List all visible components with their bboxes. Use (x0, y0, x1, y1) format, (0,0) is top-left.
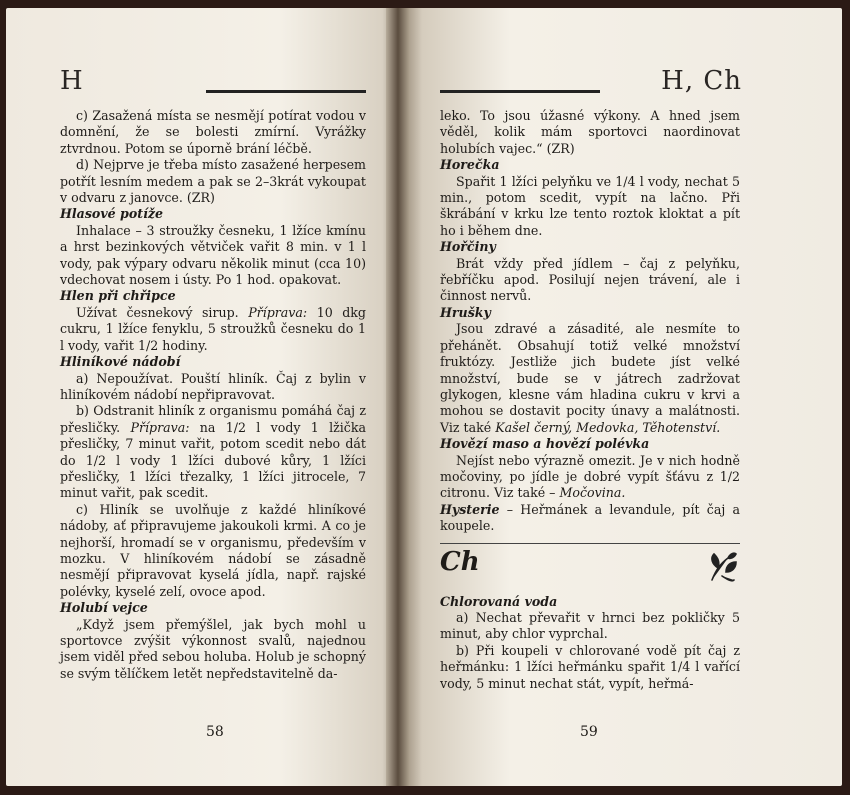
right-header-rule (440, 90, 600, 93)
right-page-header-letter: H, Ch (661, 66, 742, 96)
entry-paragraph: b) Odstranit hliník z organismu pomáhá čaj z přesličky. Příprava: na 1/2 l vody 1 lžička přesličky, 7 minut vařit, potom scedit nebo dát do 1/2 l vody 1 lžíci dubové kůry, 1 lžíci přesličky, 1 lžíci třezalky, 1 lžíci jitrocele, 7 minut vařit, pak scedit. (60, 403, 366, 501)
right-page (400, 8, 842, 786)
left-page (6, 8, 398, 786)
entry-paragraph: Užívat česnekový sirup. Příprava: 10 dkg cukru, 1 lžíce fenyklu, 5 stroužků česneku do 1 l vody, vařit 1/2 hodiny. (60, 304, 366, 353)
entry-heading: Hlen při chřipce (60, 288, 176, 304)
entry-heading: Hořčiny (440, 239, 496, 255)
entry-heading: Hovězí maso a hovězí polévka (440, 436, 650, 452)
entry-paragraph: c) Hliník se uvolňuje z každé hliníkové nádoby, ať připravujeme jakoukoli krmi. A co je nejhorší, hromadí se v organismu, především v mozku. V hliníkovém nádobí se zásadně nesmějí připravovat kyselá jídla, např. rajské polévky, kyselé zelí, ovoce apod. (60, 501, 366, 599)
entry-heading: Hysterie (440, 501, 500, 517)
floral-ornament-icon (706, 550, 740, 586)
left-page-text (60, 108, 366, 682)
entry-paragraph (440, 502, 740, 535)
right-page-number: 59 (580, 724, 598, 740)
left-header-rule (206, 90, 366, 93)
entry-paragraph: Spařit 1 lžíci pelyňku ve 1/4 l vody, nechat 5 min., potom scedit, vypít na lačno. Při škrábání v krku lze tento roztok kloktat a pít ho i během dne. (440, 173, 740, 238)
entry-heading: Hrušky (440, 304, 491, 320)
entry-paragraph: leko. To jsou úžasné výkony. A hned jsem věděl, kolik mám sportovci naordinovat holubích vajec.“ (ZR) (440, 108, 740, 156)
entry-text: – Heřmánek a levandule, pít čaj a koupele. (440, 501, 740, 534)
entry-heading: Holubí vejce (60, 600, 148, 616)
entry-paragraph: „Když jsem přemýšlel, jak bych mohl u sportovce zvýšit výkonnost svalů, najednou jsem viděl před sebou holuba. Holub je schopný se svým tělíčkem letět nepředstavitelně da- (60, 616, 366, 681)
entry-paragraph: a) Nechat převařit v hrnci bez pokličky 5 minut, aby chlor vyprchal. (440, 609, 740, 642)
entry-heading: Chlorovaná voda (440, 593, 558, 609)
section-divider (440, 543, 740, 544)
entry-paragraph: d) Nejprve je třeba místo zasažené herpesem potřít lesním medem a pak se 2–3krát vykoupat v odvaru z janovce. (ZR) (60, 157, 366, 206)
entry-paragraph: c) Zasažená místa se nesmějí potírat vodou v domnění, že se bolesti zmírní. Vyrážky ztvrdnou. Potom se úporně brání léčbě. (60, 108, 366, 156)
entry-heading: Hliníkové nádobí (60, 354, 181, 370)
entry-paragraph: a) Nepoužívat. Pouští hliník. Čaj z bylin v hliníkovém nádobí nepřipravovat. (60, 370, 366, 402)
section-heading-row (440, 546, 740, 594)
right-page-text (440, 108, 740, 692)
entry-paragraph: Inhalace – 3 stroužky česneku, 1 lžíce kmínu a hrst bezinkových větviček vařit 8 min. v 1 l vody, pak výpary odvaru několik minut (cca 10) vdechovat nosem i ústy. Po 1 hod. opakovat. (60, 222, 366, 288)
entry-heading: Hlasové potíže (60, 206, 164, 222)
entry-paragraph: Jsou zdravé a zásadité, ale nesmíte to přehánět. Obsahují totiž velké množství fruktózy. Jestliže jich budete jíst velké množství, bude se v játrech zadržovat glykogen, klesne vám hladina cukru v krvi a mohou se dostavit pocity únavy a malátnosti. Viz také Kašel černý, Medovka, Těhotenství. (440, 321, 740, 435)
entry-paragraph: Brát vždy před jídlem – čaj z pelyňku, řebříčku apod. Posilují nejen trávení, ale i činnost nervů. (440, 255, 740, 304)
left-page-header-letter: H (60, 66, 84, 96)
left-page-number: 58 (206, 724, 224, 740)
book-gutter (386, 8, 410, 786)
entry-paragraph: b) Při koupeli v chlorované vodě pít čaj z heřmánku: 1 lžíci heřmánku spařit 1/4 l vařící vody, 5 minut nechat stát, vypít, heřmá- (440, 642, 740, 691)
entry-heading: Horečka (440, 157, 500, 173)
section-heading: Ch (440, 546, 480, 577)
entry-paragraph: Nejíst nebo výrazně omezit. Je v nich hodně močoviny, po jídle je dobré vypít šťávu z 1/2 citronu. Viz také – Močovina. (440, 452, 740, 501)
